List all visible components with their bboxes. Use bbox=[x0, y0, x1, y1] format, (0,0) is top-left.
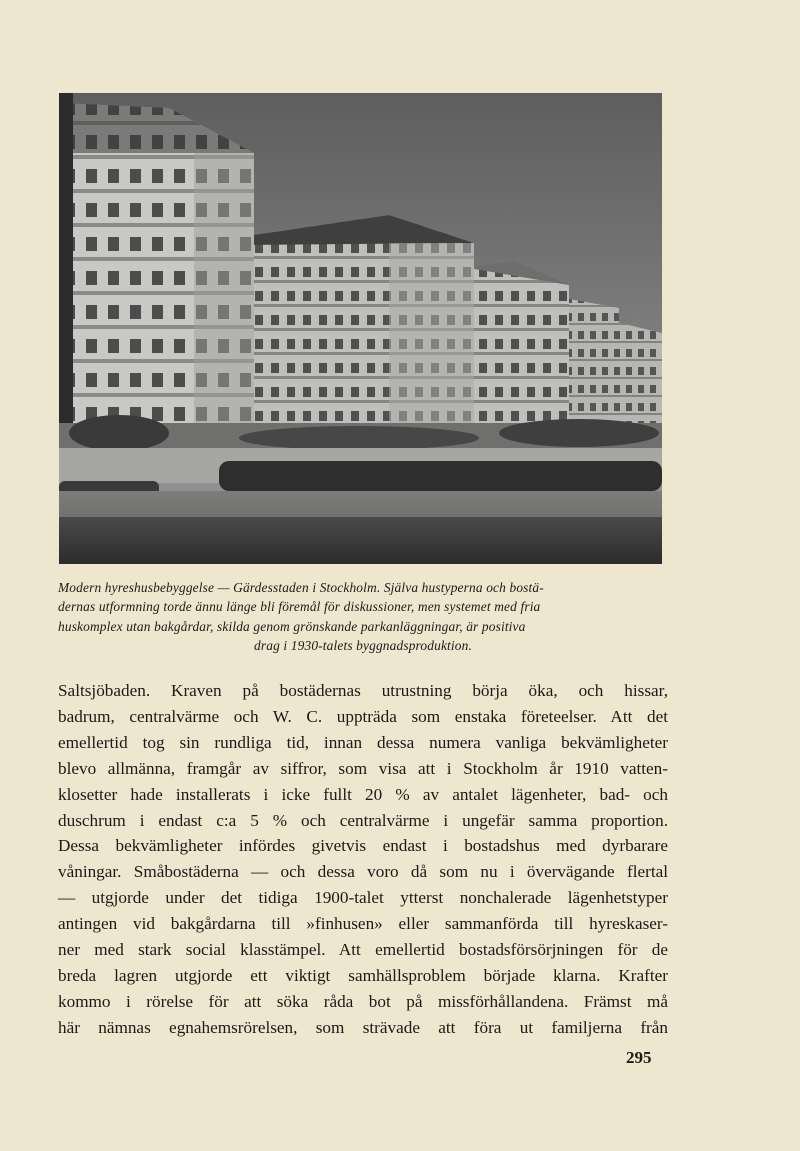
body-line: antingen vid bakgårdarna till »finhusen» eller sammanförda till hyreskaser- bbox=[58, 914, 668, 934]
body-line: blevo allmänna, framgår av siffror, som visa att i Stockholm år 1910 vatten- bbox=[58, 758, 668, 778]
body-line: emellertid tog sin rundliga tid, innan dessa numera vanliga bekvämligheter bbox=[58, 732, 668, 752]
body-line: kommo i rörelse för att söka råda bot på missförhållandena. Främst må bbox=[58, 991, 668, 1011]
body-line: Saltsjöbaden. Kraven på bostädernas utrustning börja öka, och hissar, bbox=[58, 681, 668, 700]
body-line: Dessa bekvämligheter infördes givetvis endast i bostadshus med dyrbarare bbox=[58, 836, 668, 856]
page-number: 295 bbox=[626, 1048, 652, 1067]
body-line: breda lagren utgjorde ett viktigt samhällsproblem började klarna. Krafter bbox=[58, 965, 668, 985]
body-line: ner med stark social klasstämpel. Att emellertid bostadsförsörjningen för de bbox=[58, 940, 668, 960]
caption-line: drag i 1930-talets byggnadsproduktion. bbox=[254, 638, 472, 654]
body-line: badrum, centralvärme och W. C. uppträda som enstaka företeelser. Att det bbox=[58, 706, 668, 726]
body-paragraph bbox=[58, 678, 668, 1041]
body-line: duschrum i endast c:a 5 % och centralvärme i ungefär samma proportion. bbox=[58, 810, 668, 830]
body-line: — utgjorde under det tidiga 1900-talet ytterst nonchalerade lägenhetstyper bbox=[58, 888, 668, 908]
apartment-buildings-photo bbox=[59, 93, 662, 564]
photo-caption bbox=[58, 578, 668, 656]
caption-line: huskomplex utan bakgårdar, skilda genom grönskande parkanläggningar, är positiva bbox=[58, 618, 526, 634]
body-line: här nämnas egnahemsrörelsen, som strävade att föra ut familjerna från bbox=[58, 1017, 668, 1037]
body-line: våningar. Småbostäderna — och dessa voro då som nu i övervägande flertal bbox=[58, 862, 668, 882]
body-line: klosetter hade installerats i icke fullt 20 % av antalet lägenheter, bad- och bbox=[58, 784, 668, 804]
caption-line: Modern hyreshusbebyggelse — Gärdesstaden i Stockholm. Själva hustyperna och bostä- bbox=[58, 580, 544, 595]
caption-line: dernas utformning torde ännu länge bli föremål för diskussioner, men systemet med fria bbox=[58, 599, 541, 615]
